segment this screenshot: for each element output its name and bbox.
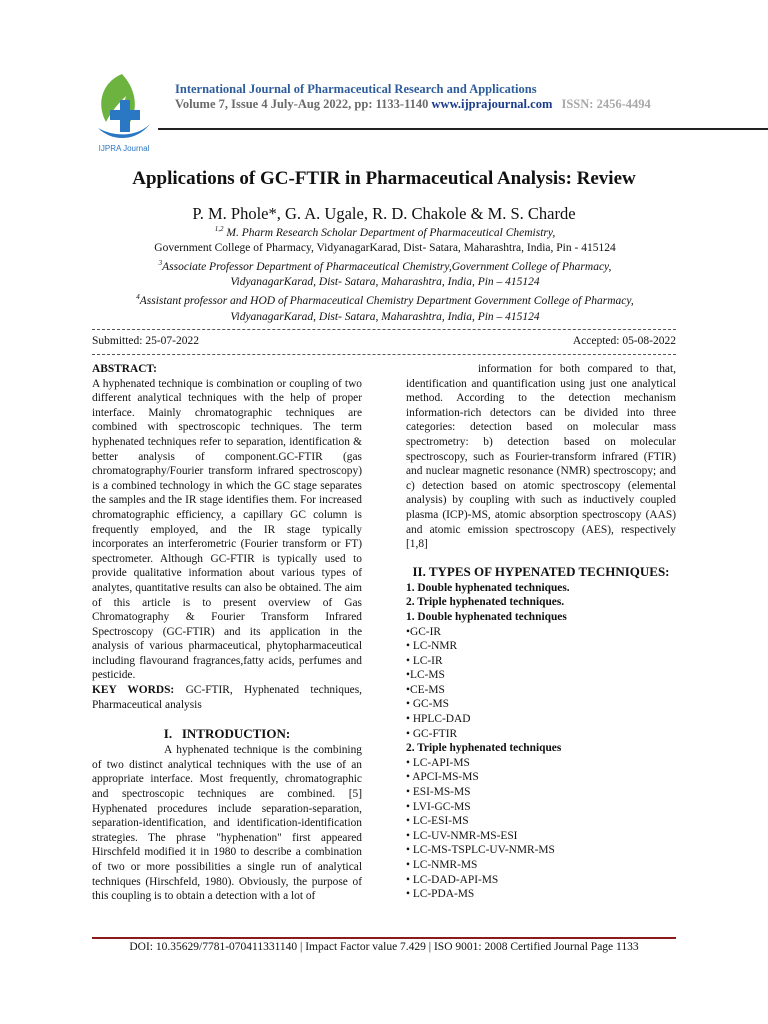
list-item: • LVI-GC-MS — [406, 800, 471, 813]
list-item: • GC-MS — [406, 698, 449, 711]
affiliation-3-address: VidyanagarKarad, Dist- Satara, Maharashtra, India, Pin – 415124 — [230, 276, 540, 289]
logo-caption: IJPRA Journal — [98, 144, 150, 153]
article-authors: P. M. Phole*, G. A. Ugale, R. D. Chakole & M. S. Charde — [192, 204, 576, 223]
journal-name: International Journal of Pharmaceutical Research and Applications — [175, 82, 537, 96]
dates-row — [92, 335, 676, 347]
issn: ISSN: 2456-4494 — [561, 97, 651, 111]
double-hyphenated-list — [406, 625, 676, 742]
list-item: • LC-UV-NMR-MS-ESI — [406, 829, 518, 842]
keywords: KEY WORDS: GC-FTIR, Hyphenated techniques, Pharmaceutical analysis — [92, 684, 362, 711]
list-item: • APCI-MS-MS — [406, 771, 479, 784]
journal-logo — [92, 66, 156, 154]
journal-header — [175, 82, 735, 112]
affiliation-1-address: Government College of Pharmacy, VidyanagarKarad, Dist- Satara, Maharashtra, India, Pin - 415124 — [154, 242, 616, 255]
affiliations — [60, 222, 710, 325]
double-hyphenated-heading: 1. Double hyphenated techniques — [406, 610, 567, 623]
journal-meta — [175, 97, 735, 112]
list-item: •GC-IR — [406, 625, 441, 638]
divider-top — [92, 329, 676, 330]
accepted-date: Accepted: 05-08-2022 — [572, 335, 676, 347]
types-item-2: 2. Triple hyphenated techniques. — [406, 596, 565, 609]
list-item: • HPLC-DAD — [406, 713, 471, 726]
affiliation-1: $^{1,2}$ M. Pharm Research Scholar Department of Pharmaceutical Chemistry, — [214, 225, 556, 239]
right-column — [406, 362, 676, 902]
abstract-text: A hyphenated technique is combination or coupling of two different analytical techniques with the help of proper interface. Mainly chromatographic techniques are combined with spectroscopic techniques. The term hyphenated techniques refer to separation, identification & better analysis of component.GC-FTIR (gas chromatography/Fourier transform infrared spectroscopy) is a combined technology in which the GC stage separates the samples and the IR stage identifies them. For increased chromatographic efficiency, a capillary GC column is frequently employed, and the IR stage typically incorporates an interferometric (Fourier transform or FT) spectrometer. Although GC-FTIR is typically used to provide qualitative information about various types of analytes, quantitative results can also be obtained. The aim of this article is to present overview of Gas Chromatography & Fourier Transform Infrared Spectroscopy (GC-FTIR) and its application in the analysis of various pharmaceutical, phytopharmaceutical including flavourand fragrances,fatty acids, perfumes and pesticide. — [92, 377, 362, 682]
list-item: •CE-MS — [406, 683, 445, 696]
header-rule — [158, 128, 768, 130]
left-column — [92, 362, 362, 904]
list-item: • LC-ESI-MS — [406, 815, 469, 828]
types-item-1: 1. Double hyphenated techniques. — [406, 581, 570, 594]
list-item: • LC-NMR-MS — [406, 859, 478, 871]
introduction-heading: I. INTRODUCTION: — [163, 726, 291, 742]
triple-hyphenated-heading: 2. Triple hyphenated techniques — [406, 742, 562, 755]
abstract-heading: ABSTRACT: — [92, 363, 157, 375]
continuation-text: information for both compared to that, identification and quantification using just one analytical method. According to the detection mechanism information-rich detectors can be divided into three categories: detection based on molecular mass spectrometry: b) detection based on molecular spectroscopy, such as Fourier-transform infrared (FTIR) and nuclear magnetic resonance (NMR) spectroscopy; and c) detection based on atomic spectroscopy (elemental analysis) by coupling with such as inductively coupled plasma (ICP)-MS, atomic absorption spectroscopy (AAS) and atomic emission spectroscopy (AES), respectively [1,8] — [406, 363, 676, 551]
journal-website-link[interactable]: www.ijprajournal.com — [431, 97, 553, 111]
divider-bottom — [92, 354, 676, 355]
triple-hyphenated-list — [406, 756, 676, 902]
list-item: • GC-FTIR — [406, 727, 458, 740]
footer-rule — [92, 937, 676, 939]
affiliation-4: $^4$Assistant professor and HOD of Pharmaceutical Chemistry Department Government College of Pharmacy, — [136, 293, 634, 308]
introduction-text: A hyphenated technique is the combining of two distinct analytical techniques with the use of an appropriate interface. Most frequently, chromatographic and spectroscopic techniques are combined. [5] Hyphenated procedures include separation-separation, separation-identification, and identification-identification strategies. The phrase "hyphenation" first appeared Hirschfeld modified it in 1980 to describe a combination of two or more possibilities a single run of analytical techniques (Hirschfeld, 1980). Obviously, the purpose of this coupling is to obtain a detection with a lot of — [92, 744, 362, 903]
list-item: •LC-MS — [406, 669, 445, 682]
list-item: • ESI-MS-MS — [406, 786, 471, 799]
list-item: • LC-NMR — [406, 640, 458, 653]
list-item: • LC-API-MS — [406, 756, 470, 769]
volume-issue: Volume 7, Issue 4 July-Aug 2022, pp: 1133-1140 — [175, 97, 429, 111]
list-item: • LC-DAD-API-MS — [406, 873, 499, 886]
affiliation-4-address: VidyanagarKarad, Dist- Satara, Maharashtra, India, Pin – 415124 — [230, 310, 540, 323]
page-footer: DOI: 10.35629/7781-070411331140 | Impact Factor value 7.429 | ISO 9001: 2008 Certified Journal Page 1133 — [129, 941, 639, 953]
list-item: • LC-IR — [406, 654, 443, 667]
types-heading: II. TYPES OF HYPENATED TECHNIQUES: — [412, 563, 670, 579]
list-item: • LC-MS-TSPLC-UV-NMR-MS — [406, 844, 555, 857]
submitted-date: Submitted: 25-07-2022 — [92, 335, 200, 347]
affiliation-3: $^3$Associate Professor Department of Pharmaceutical Chemistry,Government College of Pharmacy, — [158, 259, 612, 274]
article-title: Applications of GC-FTIR in Pharmaceutical Analysis: Review — [132, 168, 636, 189]
list-item: • LC-PDA-MS — [406, 888, 475, 901]
